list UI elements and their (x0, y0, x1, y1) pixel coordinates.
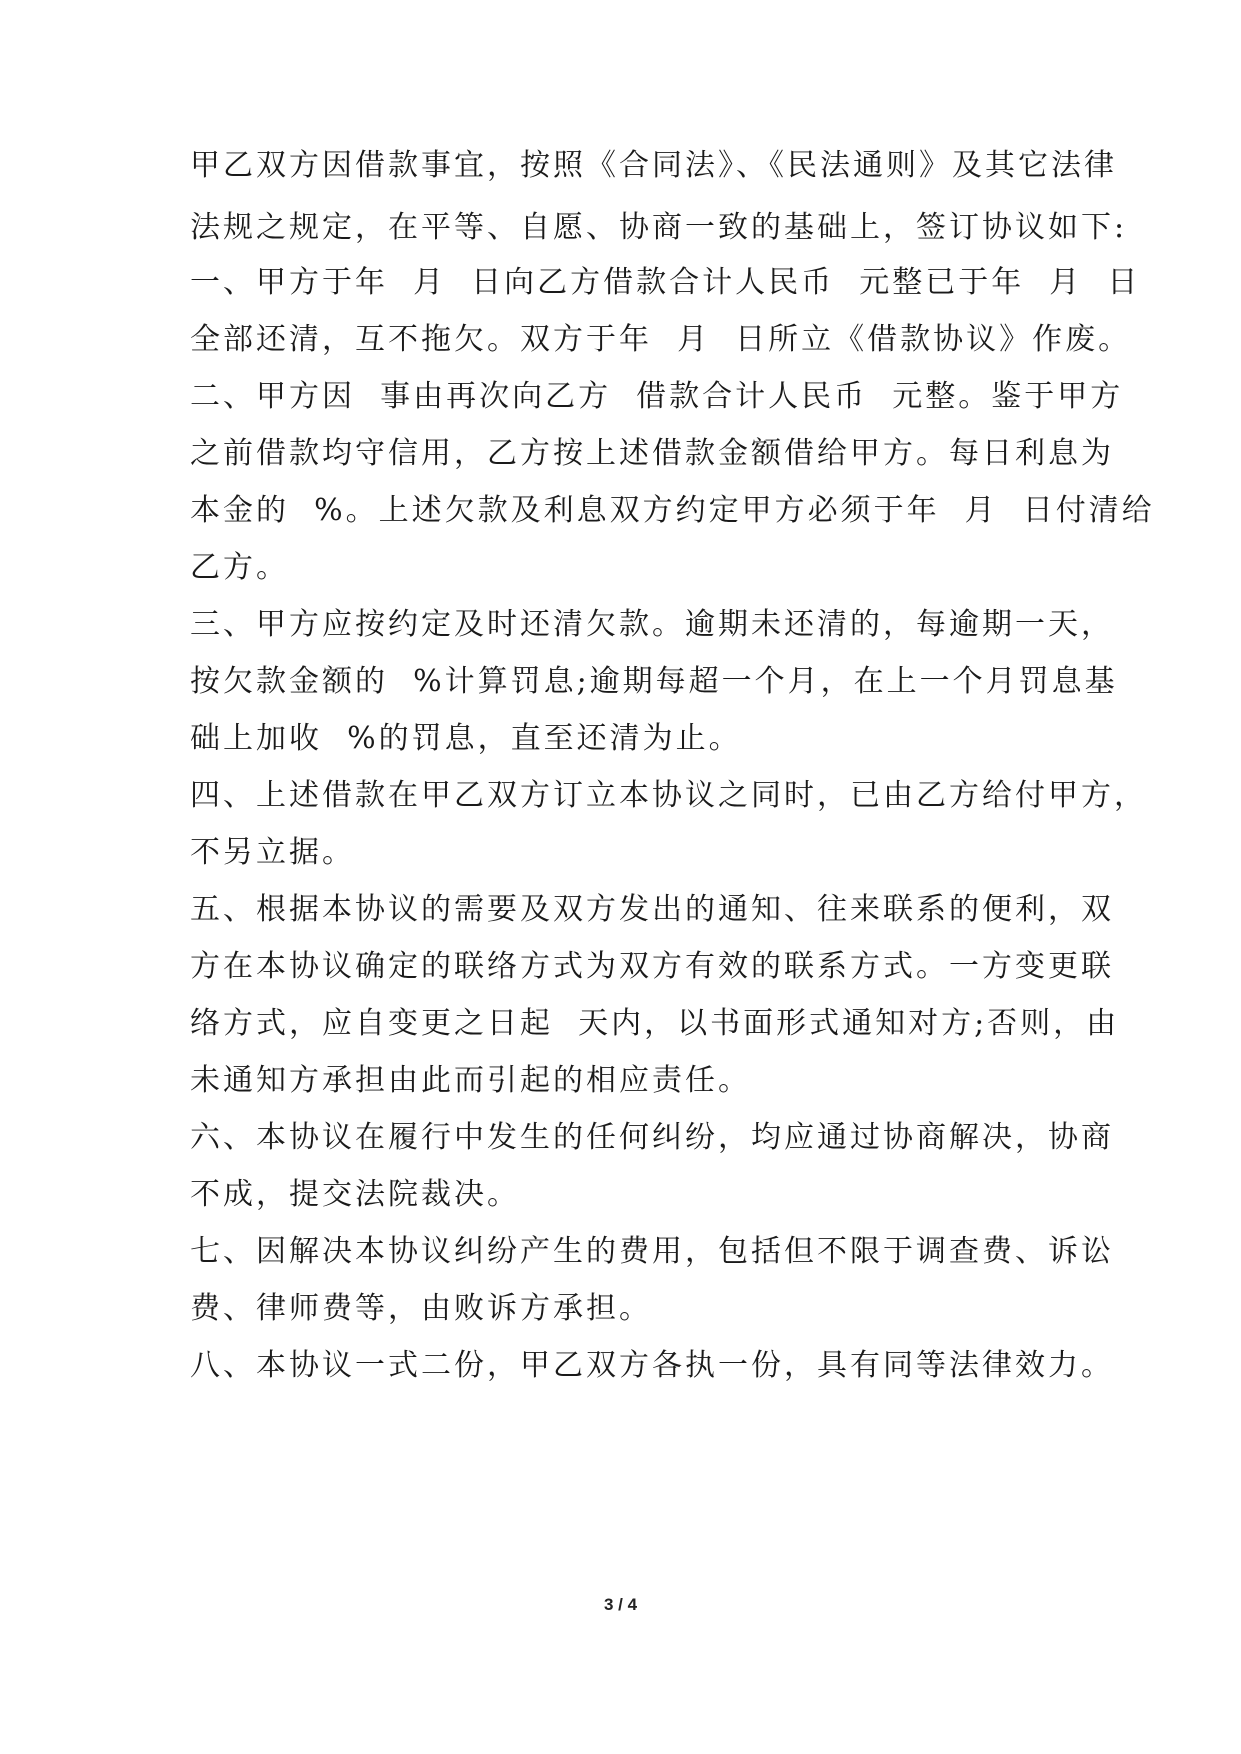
text-line: 方在本协议确定的联络方式为双方有效的联系方式。一方变更联 (190, 949, 1114, 984)
text-line: 五、根据本协议的需要及双方发出的通知、往来联系的便利，双 (190, 892, 1114, 927)
text-line: 不成，提交法院裁决。 (190, 1177, 520, 1212)
text-line: 之前借款均守信用，乙方按上述借款金额借给甲方。每日利息为 (190, 436, 1114, 471)
text-line: 本金的 %。上述欠款及利息双方约定甲方必须于年 月 日付清给 (190, 493, 1155, 528)
text-line: 未通知方承担由此而引起的相应责任。 (190, 1063, 751, 1098)
text-line: 法规之规定，在平等、自愿、协商一致的基础上，签订协议如下: (190, 210, 1128, 245)
text-line: 八、本协议一式二份，甲乙双方各执一份，具有同等法律效力。 (190, 1348, 1114, 1383)
text-line: 七、因解决本协议纠纷产生的费用，包括但不限于调查费、诉讼 (190, 1234, 1114, 1269)
text-line: 全部还清，互不拖欠。双方于年 月 日所立《借款协议》作废。 (190, 322, 1132, 357)
text-line: 二、甲方因 事由再次向乙方 借款合计人民币 元整。鉴于甲方 (190, 379, 1124, 414)
text-line: 四、上述借款在甲乙双方订立本协议之同时，已由乙方给付甲方， (190, 778, 1147, 813)
text-line: 乙方。 (190, 550, 289, 585)
text-line: 甲乙双方因借款事宜，按照《合同法》、《民法通则》及其它法律 (190, 148, 1117, 183)
text-line: 础上加收 %的罚息，直至还清为止。 (190, 721, 742, 756)
text-line: 费、律师费等，由败诉方承担。 (190, 1291, 652, 1326)
text-line: 三、甲方应按约定及时还清欠款。逾期未还清的，每逾期一天， (190, 607, 1114, 642)
text-line: 不另立据。 (190, 835, 355, 870)
page-number: 3 / 4 (603, 1595, 638, 1614)
text-line: 六、本协议在履行中发生的任何纠纷，均应通过协商解决，协商 (190, 1120, 1114, 1155)
text-line: 按欠款金额的 %计算罚息;逾期每超一个月，在上一个月罚息基 (190, 664, 1118, 699)
text-line: 络方式，应自变更之日起 天内，以书面形式通知对方;否则，由 (190, 1006, 1120, 1041)
text-line: 一、甲方于年 月 日向乙方借款合计人民币 元整已于年 月 日 (190, 265, 1141, 300)
